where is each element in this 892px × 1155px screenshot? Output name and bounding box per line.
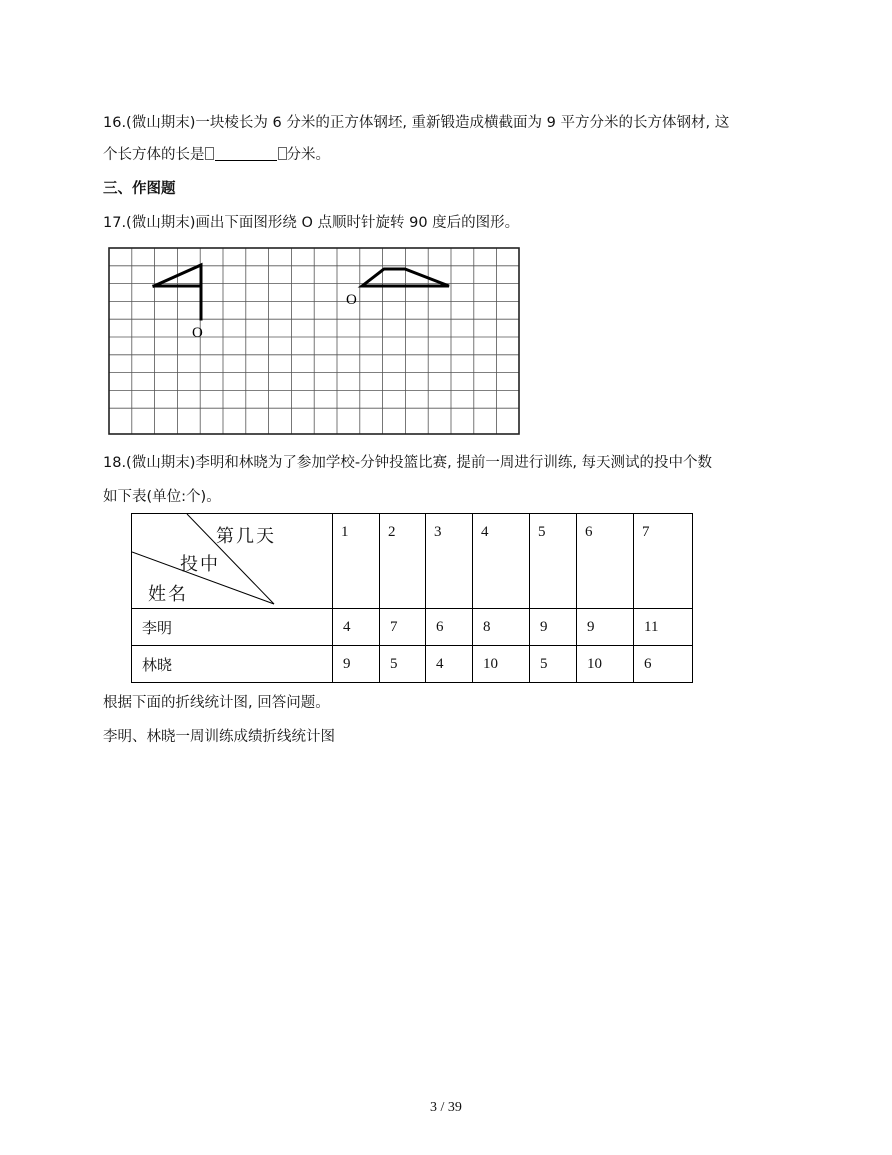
day-header: 5	[530, 514, 577, 609]
table-cell: 9	[530, 609, 577, 646]
q18-line1: 18.(微山期末)李明和林晓为了参加学校-分钟投篮比赛, 提前一周进行训练, 每天测试的投中个数	[103, 455, 713, 471]
point-o-label-left: O	[192, 325, 203, 341]
grid-lines	[109, 248, 519, 434]
table-header-row	[132, 514, 693, 609]
table-cell: 4	[426, 646, 473, 683]
q18-line2: 如下表(单位:个)。	[103, 489, 221, 505]
q16-text-before: 个长方体的长是	[103, 147, 205, 163]
score-table	[131, 513, 693, 683]
table-cell: 8	[473, 609, 530, 646]
point-o-label-right: O	[346, 292, 357, 308]
day-header: 1	[333, 514, 380, 609]
table-cell: 4	[333, 609, 380, 646]
answer-blank[interactable]	[215, 146, 277, 161]
row-name: 李明	[132, 609, 333, 646]
table-cell: 6	[634, 646, 693, 683]
day-header: 7	[634, 514, 693, 609]
day-header: 3	[426, 514, 473, 609]
placeholder-box-icon	[278, 147, 287, 160]
day-header: 4	[473, 514, 530, 609]
page-number: 3 / 39	[430, 1100, 462, 1115]
table-row	[132, 646, 693, 683]
diagonal-header-cell	[132, 514, 333, 609]
chart-title: 李明、林晓一周训练成绩折线统计图	[103, 729, 335, 745]
placeholder-box-icon	[205, 147, 214, 160]
table-cell: 5	[530, 646, 577, 683]
q16-text-after: 分米。	[286, 147, 330, 163]
section-title: 三、作图题	[103, 181, 176, 197]
row-name: 林晓	[132, 646, 333, 683]
table-cell: 11	[634, 609, 693, 646]
table-row	[132, 609, 693, 646]
table-cell: 9	[333, 646, 380, 683]
table-cell: 5	[380, 646, 426, 683]
rotation-grid-figure	[108, 247, 522, 437]
header-hits-label: 投中	[180, 554, 220, 574]
q16-line1: 16.(微山期末)一块棱长为 6 分米的正方体钢坯, 重新锻造成横截面为 9 平方分米的长方体钢材, 这	[103, 115, 730, 131]
header-name-label: 姓名	[148, 584, 188, 604]
table-cell: 10	[473, 646, 530, 683]
header-day-label: 第几天	[216, 526, 276, 546]
day-header: 6	[577, 514, 634, 609]
q17-text: 17.(微山期末)画出下面图形绕 O 点顺时针旋转 90 度后的图形。	[103, 215, 520, 231]
table-cell: 10	[577, 646, 634, 683]
table-cell: 6	[426, 609, 473, 646]
day-header: 2	[380, 514, 426, 609]
q18-instruction: 根据下面的折线统计图, 回答问题。	[103, 695, 330, 711]
table-cell: 7	[380, 609, 426, 646]
q16-line2	[103, 145, 330, 165]
table-cell: 9	[577, 609, 634, 646]
